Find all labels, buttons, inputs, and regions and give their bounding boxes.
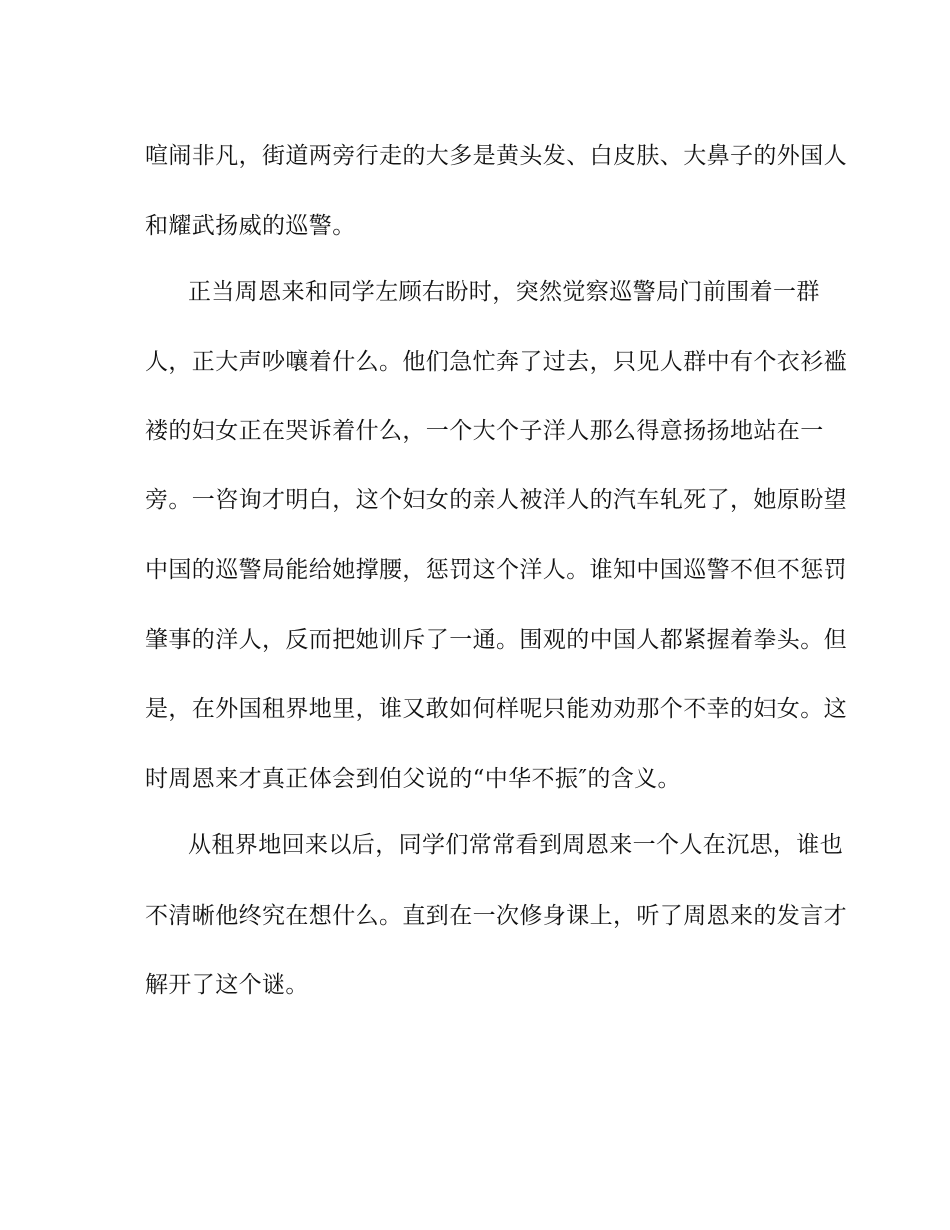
- text-line-8: 肇事的洋人，反而把她训斥了一通。围观的中国人都紧握着拳头。但: [145, 627, 847, 653]
- text-line-10: 时周恩来才真正体会到伯父说的“中华不振″的含义。: [145, 766, 681, 792]
- text-line-11: 从租界地回来以后，同学们常常看到周恩来一个人在沉思，谁也: [188, 832, 844, 858]
- text-line-1: 喧闹非凡，街道两旁行走的大多是黄头发、白皮肤、大鼻子的外国人: [145, 143, 847, 169]
- text-line-3: 正当周恩来和同学左顾右盼时，突然觉察巡警局门前围着一群: [188, 279, 820, 305]
- text-line-13: 解开了这个谜。: [145, 972, 309, 998]
- text-line-5: 褛的妇女正在哭诉着什么，一个大个子洋人那么得意扬扬地站在一: [145, 418, 824, 444]
- text-line-9: 是，在外国租界地里，谁又敢如何样呢只能劝劝那个不幸的妇女。这: [145, 696, 847, 722]
- text-line-12: 不清晰他终究在想什么。直到在一次修身课上，听了周恩来的发言才: [145, 903, 847, 929]
- text-line-4: 人，正大声吵嚷着什么。他们急忙奔了过去，只见人群中有个衣衫褴: [145, 349, 847, 375]
- text-line-2: 和耀武扬威的巡警。: [145, 213, 356, 239]
- text-line-7: 中国的巡警局能给她撑腰，惩罚这个洋人。谁知中国巡警不但不惩罚: [145, 557, 847, 583]
- text-line-6: 旁。一咨询才明白，这个妇女的亲人被洋人的汽车轧死了，她原盼望: [145, 487, 847, 513]
